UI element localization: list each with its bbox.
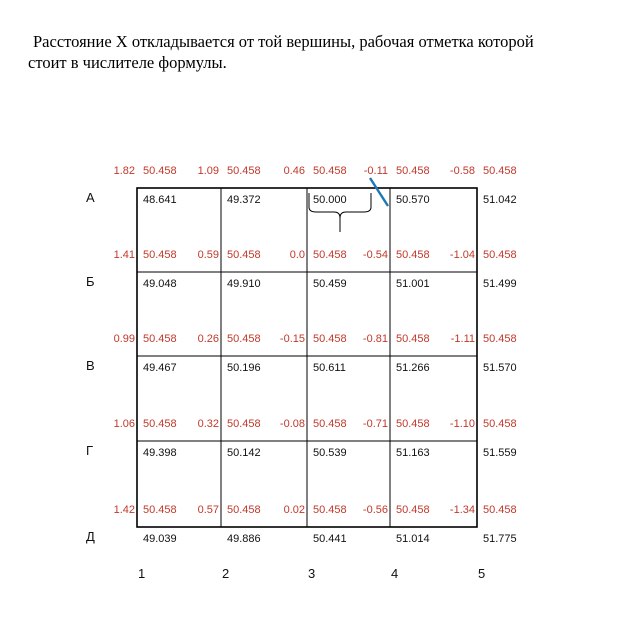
design-mark: 50.458 <box>313 418 347 430</box>
zero-point-marker <box>370 178 388 206</box>
design-mark: 50.458 <box>313 333 347 345</box>
work-mark: -0.81 <box>362 333 388 345</box>
work-mark: 0.02 <box>283 504 305 516</box>
design-mark: 50.458 <box>143 333 177 345</box>
design-mark: 50.458 <box>143 504 177 516</box>
ground-mark: 49.398 <box>143 447 177 459</box>
column-label: 2 <box>222 566 230 581</box>
ground-mark: 49.467 <box>143 362 177 374</box>
ground-mark: 50.539 <box>313 447 347 459</box>
work-mark: -0.58 <box>449 165 475 177</box>
row-label: Г <box>86 443 94 458</box>
work-mark: 1.09 <box>197 165 219 177</box>
ground-mark: 51.559 <box>483 447 517 459</box>
caption-line-1: Расстояние Х откладывается от той вершины, рабочая отметка которой <box>33 32 534 51</box>
work-mark: -0.08 <box>279 418 305 430</box>
column-label: 3 <box>308 566 316 581</box>
design-mark: 50.458 <box>143 418 177 430</box>
design-mark: 50.458 <box>227 333 261 345</box>
caption-line-2: стоит в числителе формулы. <box>28 53 227 72</box>
column-label: 1 <box>138 566 146 581</box>
work-mark: -1.10 <box>449 418 475 430</box>
ground-mark: 51.163 <box>396 447 430 459</box>
work-mark: 1.06 <box>113 418 135 430</box>
design-mark: 50.458 <box>227 249 261 261</box>
work-mark: 0.32 <box>197 418 219 430</box>
ground-mark: 51.001 <box>396 278 430 290</box>
ground-mark: 51.266 <box>396 362 430 374</box>
design-mark: 50.458 <box>143 249 177 261</box>
design-mark: 50.458 <box>483 418 517 430</box>
work-mark: -0.71 <box>362 418 388 430</box>
ground-mark: 50.441 <box>313 533 347 545</box>
design-mark: 50.458 <box>396 333 430 345</box>
ground-mark: 49.886 <box>227 533 261 545</box>
row-label: В <box>86 358 95 373</box>
work-mark: -0.15 <box>279 333 305 345</box>
work-mark: 1.42 <box>113 504 135 516</box>
row-label: Б <box>86 274 95 289</box>
work-mark: -0.54 <box>362 249 388 261</box>
ground-mark: 50.611 <box>313 362 346 374</box>
ground-mark: 50.196 <box>227 362 261 374</box>
work-mark: 0.46 <box>283 165 305 177</box>
ground-mark: 50.000 <box>313 194 347 206</box>
ground-mark: 51.042 <box>483 194 517 206</box>
design-mark: 50.458 <box>483 249 517 261</box>
design-mark: 50.458 <box>396 165 430 177</box>
design-mark: 50.458 <box>396 504 430 516</box>
ground-mark: 51.570 <box>483 362 517 374</box>
ground-mark: 48.641 <box>143 194 177 206</box>
work-mark: 0.99 <box>113 333 135 345</box>
ground-mark: 49.048 <box>143 278 177 290</box>
work-mark: -1.34 <box>449 504 475 516</box>
work-mark: -1.04 <box>449 249 475 261</box>
ground-mark: 51.499 <box>483 278 517 290</box>
work-mark: 1.82 <box>113 165 135 177</box>
ground-mark: 50.459 <box>313 278 347 290</box>
work-mark: 1.41 <box>113 249 135 261</box>
row-label: А <box>86 190 95 205</box>
design-mark: 50.458 <box>396 249 430 261</box>
design-mark: 50.458 <box>313 504 347 516</box>
design-mark: 50.458 <box>313 165 347 177</box>
work-mark: 0.57 <box>197 504 219 516</box>
design-mark: 50.458 <box>483 333 517 345</box>
design-mark: 50.458 <box>227 504 261 516</box>
design-mark: 50.458 <box>396 418 430 430</box>
ground-mark: 49.910 <box>227 278 261 290</box>
work-mark: 0.59 <box>197 249 219 261</box>
work-mark: -1.11 <box>450 333 475 345</box>
design-mark: 50.458 <box>227 165 261 177</box>
column-label: 4 <box>391 566 399 581</box>
design-mark: 50.458 <box>143 165 177 177</box>
design-mark: 50.458 <box>313 249 347 261</box>
ground-mark: 50.142 <box>227 447 261 459</box>
design-mark: 50.458 <box>483 165 517 177</box>
ground-mark: 49.372 <box>227 194 261 206</box>
work-mark: 0.26 <box>197 333 219 345</box>
design-mark: 50.458 <box>227 418 261 430</box>
row-label: Д <box>86 529 95 544</box>
work-mark: 0.0 <box>289 249 305 261</box>
design-mark: 50.458 <box>483 504 517 516</box>
column-label: 5 <box>478 566 486 581</box>
work-mark: -0.11 <box>363 165 388 177</box>
ground-mark: 49.039 <box>143 533 177 545</box>
work-mark: -0.56 <box>362 504 388 516</box>
ground-mark: 51.775 <box>483 533 517 545</box>
ground-mark: 50.570 <box>396 194 430 206</box>
ground-mark: 51.014 <box>396 533 430 545</box>
